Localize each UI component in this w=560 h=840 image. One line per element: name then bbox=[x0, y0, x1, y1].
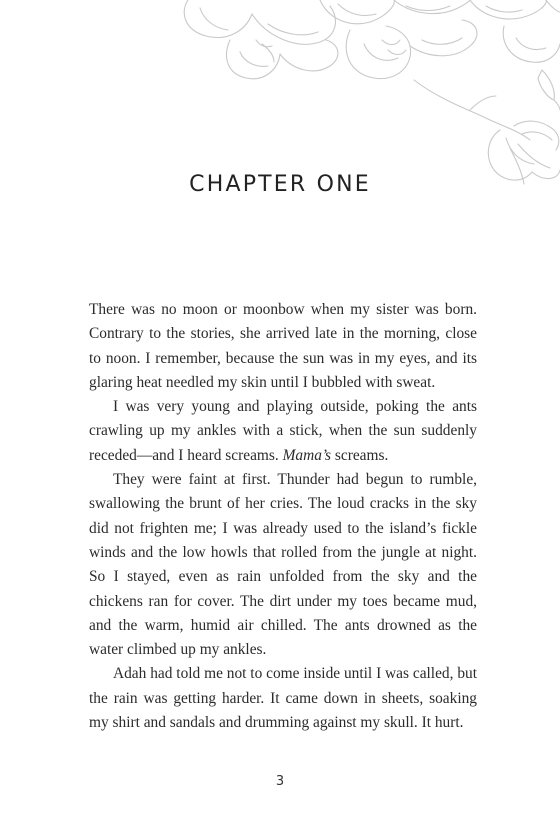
chapter-title: CHAPTER ONE bbox=[189, 172, 371, 197]
orchid-ornament-icon bbox=[170, 0, 560, 185]
page-number: 3 bbox=[275, 774, 285, 789]
paragraph-text: screams. bbox=[331, 446, 389, 464]
chapter-body bbox=[89, 298, 477, 735]
paragraph bbox=[89, 662, 477, 735]
paragraph-text: There was no moon or moonbow when my sister was born. Contrary to the stories, she arrived late in the morning, close to noon. I remember, because the sun was in my eyes, and its glaring heat needled my skin until I bubbled with sweat. bbox=[89, 301, 477, 391]
paragraph-text: They were faint at first. Thunder had begun to rumble, swallowing the brunt of her cries. The loud cracks in the sky did not frighten me; I was already used to the island’s fickle winds and the low howls that rolled from the jungle at night. So I stayed, even as rain unfolded from the sky and the chickens ran for cover. The dirt under my toes became mud, and the warm, humid air chilled. The ants drowned as the water climbed up my ankles. bbox=[89, 471, 477, 659]
paragraph-text: I was very young and playing outside, poking the ants crawling up my ankles with a stick, when the sun suddenly receded—and I heard screams. bbox=[89, 398, 477, 464]
paragraph bbox=[89, 395, 477, 468]
paragraph bbox=[89, 468, 477, 662]
paragraph bbox=[89, 298, 477, 395]
emphasis-text: Mama’s bbox=[282, 446, 332, 464]
paragraph-text: Adah had told me not to come inside until I was called, but the rain was getting harder. It came down in sheets, soaking my shirt and sandals and drumming against my skull. It hurt. bbox=[89, 665, 477, 732]
